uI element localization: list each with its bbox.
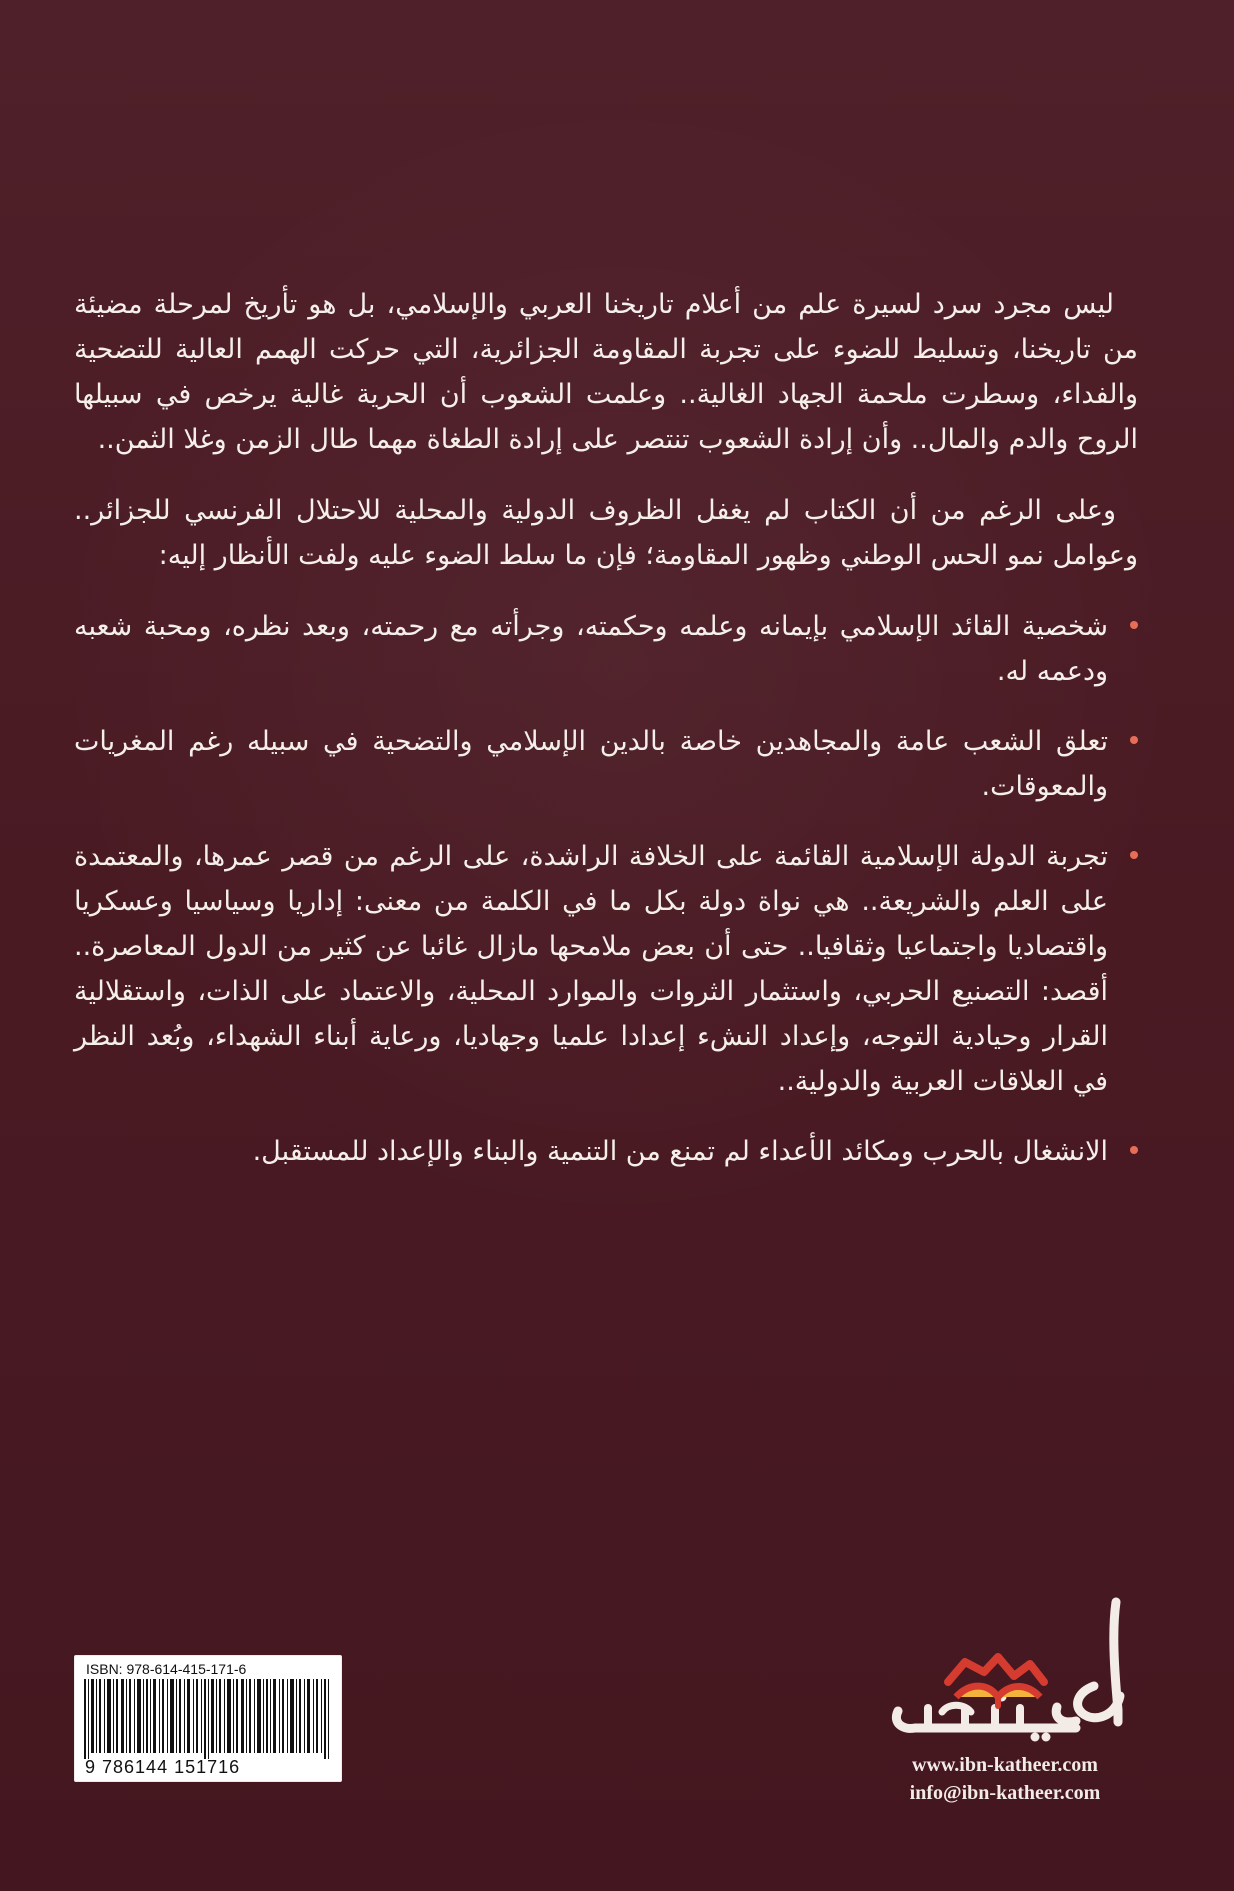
- highlight-text: تعلق الشعب عامة والمجاهدين خاصة بالدين الإسلامي والتضحية في سبيله رغم المغريات والمعوقات.: [74, 726, 1108, 802]
- highlight-text: الانشغال بالحرب ومكائد الأعداء لم تمنع من التنمية والبناء والإعداد للمستقبل.: [252, 1136, 1108, 1167]
- highlight-item: [74, 719, 1138, 809]
- summary-paragraph-2: وعلى الرغم من أن الكتاب لم يغفل الظروف الدولية والمحلية للاحتلال الفرنسي للجزائر.. وعوامل نمو الحس الوطني وظهور المقاومة؛ فإن ما سلط الضوء عليه ولفت الأنظار إليه:: [74, 495, 1138, 571]
- bullet-dot-icon: [1130, 621, 1138, 629]
- highlight-item: [74, 834, 1138, 1104]
- summary-paragraph-1: ليس مجرد سرد لسيرة علم من أعلام تاريخنا العربي والإسلامي، بل هو تأريخ لمرحلة مضيئة من تاريخنا، وتسليط للضوء على تجربة المقاومة الجزائرية، التي حركت الهمم العالية للتضحية والفداء، وسطرت ملحمة الجهاد الغالية.. وعلمت الشعوب أن الحرية غالية يرخص في سبيلها الروح والدم والمال.. وأن إرادة الشعوب تنتصر على إرادة الطغاة مهما طال الزمن وغلا الثمن..: [74, 289, 1138, 455]
- isbn-barcode: [74, 1655, 342, 1782]
- bullet-dot-icon: [1130, 1146, 1138, 1154]
- publisher-email[interactable]: info@ibn-katheer.com: [909, 1782, 1101, 1804]
- publisher-block: [870, 1596, 1140, 1816]
- back-cover-text: [74, 282, 1138, 1199]
- publisher-website[interactable]: www.ibn-katheer.com: [912, 1754, 1098, 1776]
- highlight-text: تجربة الدولة الإسلامية القائمة على الخلافة الراشدة، على الرغم من قصر عمرها، والمعتمدة على العلم والشريعة.. هي نواة دولة بكل ما في الكلمة من معنى: إداريا وسياسيا وعسكريا واقتصاديا واجتماعيا وثقافيا.. حتى أن بعض ملامحها مازال غائبا عن كثير من الدول المعاصرة.. أقصد: التصنيع الحربي، واستثمار الثروات والموارد المحلية، والاعتماد على الذات، واستقلالية القرار وحيادية التوجه، وإعداد النشء إعدادا علميا وجهاديا، ورعاية أبناء الشهداء، وبُعد النظر في العلاقات العربية والدولية..: [74, 841, 1108, 1097]
- barcode-icon: [84, 1679, 332, 1759]
- bullet-dot-icon: [1130, 736, 1138, 744]
- highlight-item: [74, 1129, 1138, 1174]
- highlights-list: [74, 604, 1138, 1174]
- barcode-number: 9 786144 151716: [85, 1757, 241, 1777]
- bullet-dot-icon: [1130, 851, 1138, 859]
- highlight-text: شخصية القائد الإسلامي بإيمانه وعلمه وحكمته، وجرأته مع رحمته، وبعد نظره، ومحبة شعبه ودعمه له.: [74, 611, 1108, 687]
- publisher-logo-icon: [870, 1596, 1140, 1756]
- highlight-item: [74, 604, 1138, 694]
- isbn-label: ISBN: 978-614-415-171-6: [86, 1661, 247, 1677]
